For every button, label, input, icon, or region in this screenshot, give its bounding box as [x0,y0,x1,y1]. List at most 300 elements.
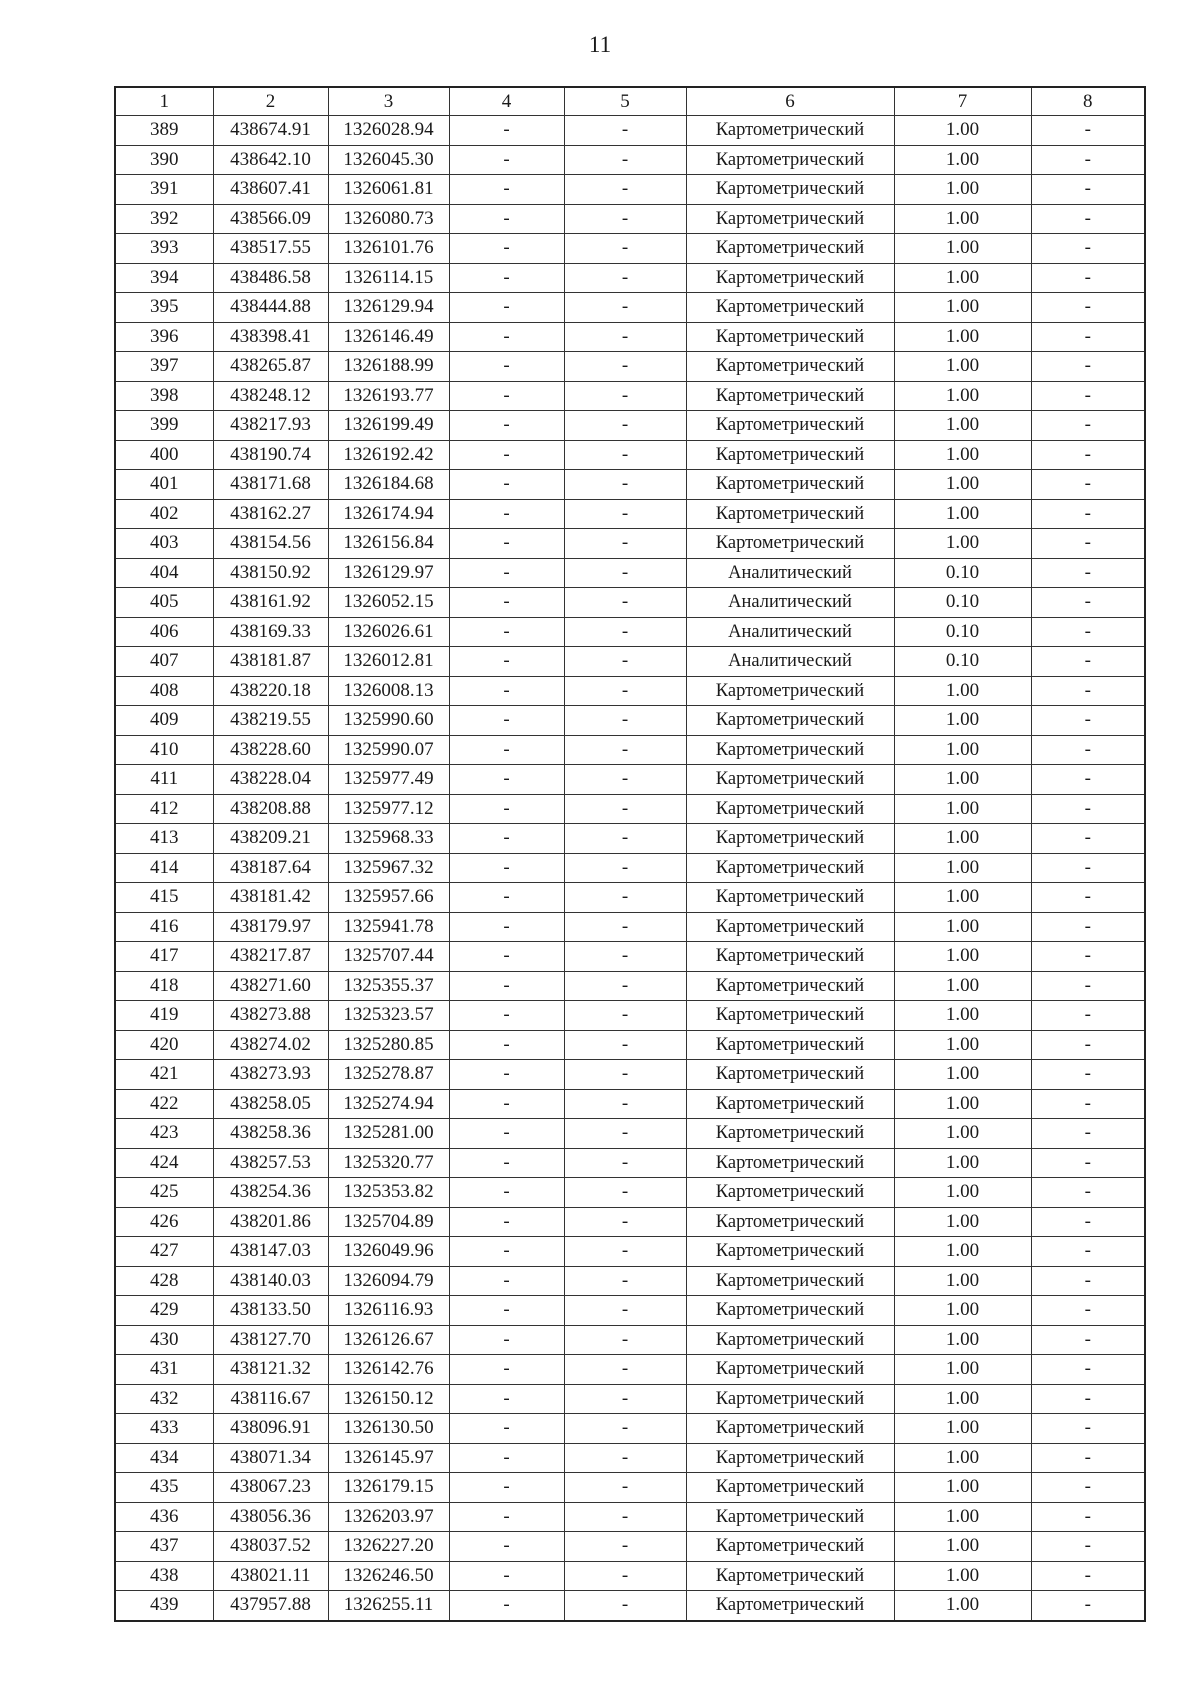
y-coordinate-cell: 1325278.87 [328,1060,449,1090]
column-4-cell: - [449,824,564,854]
y-coordinate-cell: 1325320.77 [328,1148,449,1178]
table-row [115,588,1145,618]
point-number-cell: 427 [115,1237,213,1267]
point-number-cell: 389 [115,116,213,146]
y-coordinate-cell: 1325707.44 [328,942,449,972]
column-5-cell: - [564,942,686,972]
column-header: 1 [115,87,213,116]
y-coordinate-cell: 1326129.97 [328,558,449,588]
column-5-cell: - [564,735,686,765]
accuracy-cell: 1.00 [894,322,1031,352]
accuracy-cell: 1.00 [894,1148,1031,1178]
y-coordinate-cell: 1326008.13 [328,676,449,706]
accuracy-cell: 1.00 [894,1443,1031,1473]
column-5-cell: - [564,440,686,470]
point-number-cell: 436 [115,1502,213,1532]
accuracy-cell: 1.00 [894,1502,1031,1532]
method-cell: Картометрический [686,1591,894,1621]
point-number-cell: 432 [115,1384,213,1414]
accuracy-cell: 1.00 [894,470,1031,500]
method-cell: Картометрический [686,912,894,942]
point-number-cell: 410 [115,735,213,765]
y-coordinate-cell: 1326203.97 [328,1502,449,1532]
method-cell: Картометрический [686,735,894,765]
column-4-cell: - [449,204,564,234]
table-row [115,735,1145,765]
column-5-cell: - [564,971,686,1001]
column-8-cell: - [1031,352,1145,382]
point-number-cell: 431 [115,1355,213,1385]
column-8-cell: - [1031,381,1145,411]
column-4-cell: - [449,1119,564,1149]
column-5-cell: - [564,1473,686,1503]
x-coordinate-cell: 438169.33 [213,617,328,647]
table-row [115,1325,1145,1355]
table-row [115,912,1145,942]
point-number-cell: 408 [115,676,213,706]
column-8-cell: - [1031,1148,1145,1178]
x-coordinate-cell: 438254.36 [213,1178,328,1208]
point-number-cell: 425 [115,1178,213,1208]
point-number-cell: 393 [115,234,213,264]
y-coordinate-cell: 1325280.85 [328,1030,449,1060]
x-coordinate-cell: 438228.60 [213,735,328,765]
column-5-cell: - [564,411,686,441]
y-coordinate-cell: 1326126.67 [328,1325,449,1355]
column-5-cell: - [564,1355,686,1385]
table-row [115,1414,1145,1444]
column-4-cell: - [449,1296,564,1326]
accuracy-cell: 1.00 [894,883,1031,913]
table-row [115,1266,1145,1296]
column-5-cell: - [564,676,686,706]
column-8-cell: - [1031,1178,1145,1208]
column-4-cell: - [449,1414,564,1444]
y-coordinate-cell: 1325323.57 [328,1001,449,1031]
column-8-cell: - [1031,293,1145,323]
column-header: 3 [328,87,449,116]
column-4-cell: - [449,1060,564,1090]
y-coordinate-cell: 1326101.76 [328,234,449,264]
x-coordinate-cell: 438642.10 [213,145,328,175]
column-4-cell: - [449,263,564,293]
column-5-cell: - [564,588,686,618]
y-coordinate-cell: 1325941.78 [328,912,449,942]
method-cell: Картометрический [686,824,894,854]
column-5-cell: - [564,1561,686,1591]
y-coordinate-cell: 1326255.11 [328,1591,449,1621]
method-cell: Картометрический [686,1325,894,1355]
column-5-cell: - [564,1591,686,1621]
column-8-cell: - [1031,588,1145,618]
accuracy-cell: 1.00 [894,1207,1031,1237]
method-cell: Аналитический [686,588,894,618]
column-header: 5 [564,87,686,116]
table-row [115,942,1145,972]
column-8-cell: - [1031,175,1145,205]
column-8-cell: - [1031,912,1145,942]
point-number-cell: 433 [115,1414,213,1444]
column-8-cell: - [1031,1355,1145,1385]
point-number-cell: 429 [115,1296,213,1326]
table-row [115,765,1145,795]
method-cell: Картометрический [686,440,894,470]
accuracy-cell: 1.00 [894,971,1031,1001]
column-8-cell: - [1031,1502,1145,1532]
column-4-cell: - [449,352,564,382]
x-coordinate-cell: 438274.02 [213,1030,328,1060]
column-5-cell: - [564,853,686,883]
column-4-cell: - [449,1148,564,1178]
column-4-cell: - [449,1089,564,1119]
y-coordinate-cell: 1326116.93 [328,1296,449,1326]
point-number-cell: 421 [115,1060,213,1090]
column-4-cell: - [449,912,564,942]
point-number-cell: 397 [115,352,213,382]
method-cell: Картометрический [686,1060,894,1090]
table-row [115,381,1145,411]
table-row [115,647,1145,677]
method-cell: Картометрический [686,1532,894,1562]
column-4-cell: - [449,1443,564,1473]
column-5-cell: - [564,794,686,824]
y-coordinate-cell: 1326094.79 [328,1266,449,1296]
x-coordinate-cell: 438147.03 [213,1237,328,1267]
column-5-cell: - [564,1030,686,1060]
point-number-cell: 411 [115,765,213,795]
point-number-cell: 406 [115,617,213,647]
column-8-cell: - [1031,322,1145,352]
y-coordinate-cell: 1325355.37 [328,971,449,1001]
accuracy-cell: 1.00 [894,440,1031,470]
point-number-cell: 419 [115,1001,213,1031]
point-number-cell: 403 [115,529,213,559]
x-coordinate-cell: 438201.86 [213,1207,328,1237]
column-4-cell: - [449,794,564,824]
column-header: 2 [213,87,328,116]
method-cell: Картометрический [686,853,894,883]
column-header: 8 [1031,87,1145,116]
column-5-cell: - [564,470,686,500]
column-8-cell: - [1031,824,1145,854]
accuracy-cell: 1.00 [894,1384,1031,1414]
column-5-cell: - [564,1119,686,1149]
column-5-cell: - [564,293,686,323]
x-coordinate-cell: 437957.88 [213,1591,328,1621]
column-5-cell: - [564,647,686,677]
accuracy-cell: 1.00 [894,1473,1031,1503]
column-5-cell: - [564,1237,686,1267]
method-cell: Картометрический [686,381,894,411]
accuracy-cell: 1.00 [894,234,1031,264]
x-coordinate-cell: 438273.93 [213,1060,328,1090]
accuracy-cell: 1.00 [894,1089,1031,1119]
point-number-cell: 426 [115,1207,213,1237]
column-8-cell: - [1031,1207,1145,1237]
accuracy-cell: 1.00 [894,942,1031,972]
point-number-cell: 434 [115,1443,213,1473]
column-4-cell: - [449,499,564,529]
method-cell: Картометрический [686,470,894,500]
x-coordinate-cell: 438021.11 [213,1561,328,1591]
column-4-cell: - [449,529,564,559]
table-row [115,234,1145,264]
accuracy-cell: 1.00 [894,676,1031,706]
method-cell: Картометрический [686,1443,894,1473]
accuracy-cell: 1.00 [894,1178,1031,1208]
table-row [115,440,1145,470]
method-cell: Картометрический [686,1266,894,1296]
column-8-cell: - [1031,1443,1145,1473]
column-8-cell: - [1031,470,1145,500]
x-coordinate-cell: 438220.18 [213,676,328,706]
y-coordinate-cell: 1326192.42 [328,440,449,470]
method-cell: Картометрический [686,1502,894,1532]
column-4-cell: - [449,617,564,647]
column-4-cell: - [449,1001,564,1031]
y-coordinate-cell: 1326174.94 [328,499,449,529]
table-row [115,263,1145,293]
x-coordinate-cell: 438566.09 [213,204,328,234]
column-8-cell: - [1031,116,1145,146]
column-5-cell: - [564,1089,686,1119]
table-row [115,883,1145,913]
column-5-cell: - [564,824,686,854]
column-8-cell: - [1031,411,1145,441]
point-number-cell: 422 [115,1089,213,1119]
x-coordinate-cell: 438258.05 [213,1089,328,1119]
point-number-cell: 402 [115,499,213,529]
point-number-cell: 430 [115,1325,213,1355]
table-row [115,470,1145,500]
table-row [115,1030,1145,1060]
column-header: 4 [449,87,564,116]
column-5-cell: - [564,499,686,529]
column-4-cell: - [449,1325,564,1355]
table-body [115,116,1145,1621]
table-row [115,1207,1145,1237]
method-cell: Картометрический [686,942,894,972]
table-row [115,1001,1145,1031]
column-4-cell: - [449,706,564,736]
y-coordinate-cell: 1326156.84 [328,529,449,559]
x-coordinate-cell: 438150.92 [213,558,328,588]
column-header: 6 [686,87,894,116]
column-4-cell: - [449,765,564,795]
column-8-cell: - [1031,1561,1145,1591]
table-row [115,1296,1145,1326]
column-5-cell: - [564,234,686,264]
y-coordinate-cell: 1326052.15 [328,588,449,618]
method-cell: Картометрический [686,529,894,559]
table-row [115,1148,1145,1178]
column-5-cell: - [564,1443,686,1473]
column-8-cell: - [1031,440,1145,470]
point-number-cell: 423 [115,1119,213,1149]
column-8-cell: - [1031,1325,1145,1355]
method-cell: Картометрический [686,1207,894,1237]
table-row [115,204,1145,234]
x-coordinate-cell: 438154.56 [213,529,328,559]
y-coordinate-cell: 1326026.61 [328,617,449,647]
table-row [115,1119,1145,1149]
x-coordinate-cell: 438209.21 [213,824,328,854]
column-8-cell: - [1031,1060,1145,1090]
table-row [115,853,1145,883]
column-8-cell: - [1031,529,1145,559]
column-5-cell: - [564,381,686,411]
x-coordinate-cell: 438248.12 [213,381,328,411]
column-8-cell: - [1031,145,1145,175]
point-number-cell: 405 [115,588,213,618]
column-5-cell: - [564,175,686,205]
method-cell: Картометрический [686,322,894,352]
accuracy-cell: 0.10 [894,647,1031,677]
method-cell: Аналитический [686,558,894,588]
method-cell: Картометрический [686,765,894,795]
column-5-cell: - [564,1060,686,1090]
column-8-cell: - [1031,971,1145,1001]
column-8-cell: - [1031,1384,1145,1414]
method-cell: Аналитический [686,617,894,647]
method-cell: Картометрический [686,883,894,913]
accuracy-cell: 1.00 [894,1119,1031,1149]
table-row [115,1561,1145,1591]
table-row [115,116,1145,146]
x-coordinate-cell: 438217.87 [213,942,328,972]
column-8-cell: - [1031,794,1145,824]
method-cell: Картометрический [686,794,894,824]
method-cell: Картометрический [686,411,894,441]
table-row [115,1443,1145,1473]
column-8-cell: - [1031,942,1145,972]
column-8-cell: - [1031,1532,1145,1562]
x-coordinate-cell: 438257.53 [213,1148,328,1178]
point-number-cell: 400 [115,440,213,470]
x-coordinate-cell: 438219.55 [213,706,328,736]
accuracy-cell: 1.00 [894,1532,1031,1562]
column-4-cell: - [449,175,564,205]
method-cell: Картометрический [686,352,894,382]
y-coordinate-cell: 1326129.94 [328,293,449,323]
column-4-cell: - [449,1502,564,1532]
y-coordinate-cell: 1326179.15 [328,1473,449,1503]
point-number-cell: 394 [115,263,213,293]
y-coordinate-cell: 1325281.00 [328,1119,449,1149]
column-5-cell: - [564,883,686,913]
x-coordinate-cell: 438181.87 [213,647,328,677]
column-5-cell: - [564,145,686,175]
column-8-cell: - [1031,853,1145,883]
method-cell: Картометрический [686,234,894,264]
column-4-cell: - [449,293,564,323]
method-cell: Картометрический [686,1178,894,1208]
column-4-cell: - [449,1384,564,1414]
accuracy-cell: 1.00 [894,735,1031,765]
point-number-cell: 413 [115,824,213,854]
x-coordinate-cell: 438517.55 [213,234,328,264]
column-5-cell: - [564,263,686,293]
column-8-cell: - [1031,1591,1145,1621]
y-coordinate-cell: 1325353.82 [328,1178,449,1208]
column-8-cell: - [1031,204,1145,234]
y-coordinate-cell: 1326184.68 [328,470,449,500]
table-row [115,411,1145,441]
column-8-cell: - [1031,263,1145,293]
y-coordinate-cell: 1326150.12 [328,1384,449,1414]
column-8-cell: - [1031,1119,1145,1149]
column-5-cell: - [564,116,686,146]
column-4-cell: - [449,1207,564,1237]
method-cell: Картометрический [686,1384,894,1414]
column-8-cell: - [1031,1237,1145,1267]
method-cell: Картометрический [686,499,894,529]
x-coordinate-cell: 438067.23 [213,1473,328,1503]
y-coordinate-cell: 1326049.96 [328,1237,449,1267]
accuracy-cell: 1.00 [894,352,1031,382]
point-number-cell: 437 [115,1532,213,1562]
accuracy-cell: 1.00 [894,1060,1031,1090]
point-number-cell: 438 [115,1561,213,1591]
point-number-cell: 404 [115,558,213,588]
x-coordinate-cell: 438161.92 [213,588,328,618]
accuracy-cell: 1.00 [894,765,1031,795]
column-5-cell: - [564,204,686,234]
method-cell: Картометрический [686,706,894,736]
x-coordinate-cell: 438258.36 [213,1119,328,1149]
column-8-cell: - [1031,1089,1145,1119]
accuracy-cell: 0.10 [894,558,1031,588]
method-cell: Картометрический [686,1355,894,1385]
y-coordinate-cell: 1326028.94 [328,116,449,146]
y-coordinate-cell: 1325990.60 [328,706,449,736]
table-row [115,676,1145,706]
y-coordinate-cell: 1326146.49 [328,322,449,352]
point-number-cell: 412 [115,794,213,824]
method-cell: Картометрический [686,1473,894,1503]
column-8-cell: - [1031,1030,1145,1060]
page-number: 11 [588,32,612,57]
point-number-cell: 390 [115,145,213,175]
point-number-cell: 392 [115,204,213,234]
point-number-cell: 401 [115,470,213,500]
column-header: 7 [894,87,1031,116]
column-4-cell: - [449,1532,564,1562]
method-cell: Картометрический [686,1414,894,1444]
method-cell: Картометрический [686,1237,894,1267]
x-coordinate-cell: 438096.91 [213,1414,328,1444]
y-coordinate-cell: 1326142.76 [328,1355,449,1385]
column-4-cell: - [449,116,564,146]
accuracy-cell: 1.00 [894,1237,1031,1267]
x-coordinate-cell: 438127.70 [213,1325,328,1355]
table-row [115,529,1145,559]
point-number-cell: 399 [115,411,213,441]
column-5-cell: - [564,765,686,795]
column-8-cell: - [1031,1266,1145,1296]
column-5-cell: - [564,1266,686,1296]
table-row [115,499,1145,529]
point-number-cell: 435 [115,1473,213,1503]
point-number-cell: 439 [115,1591,213,1621]
y-coordinate-cell: 1326061.81 [328,175,449,205]
column-8-cell: - [1031,1473,1145,1503]
table-row [115,1532,1145,1562]
method-cell: Картометрический [686,1001,894,1031]
column-5-cell: - [564,1148,686,1178]
table-row [115,617,1145,647]
column-4-cell: - [449,1178,564,1208]
